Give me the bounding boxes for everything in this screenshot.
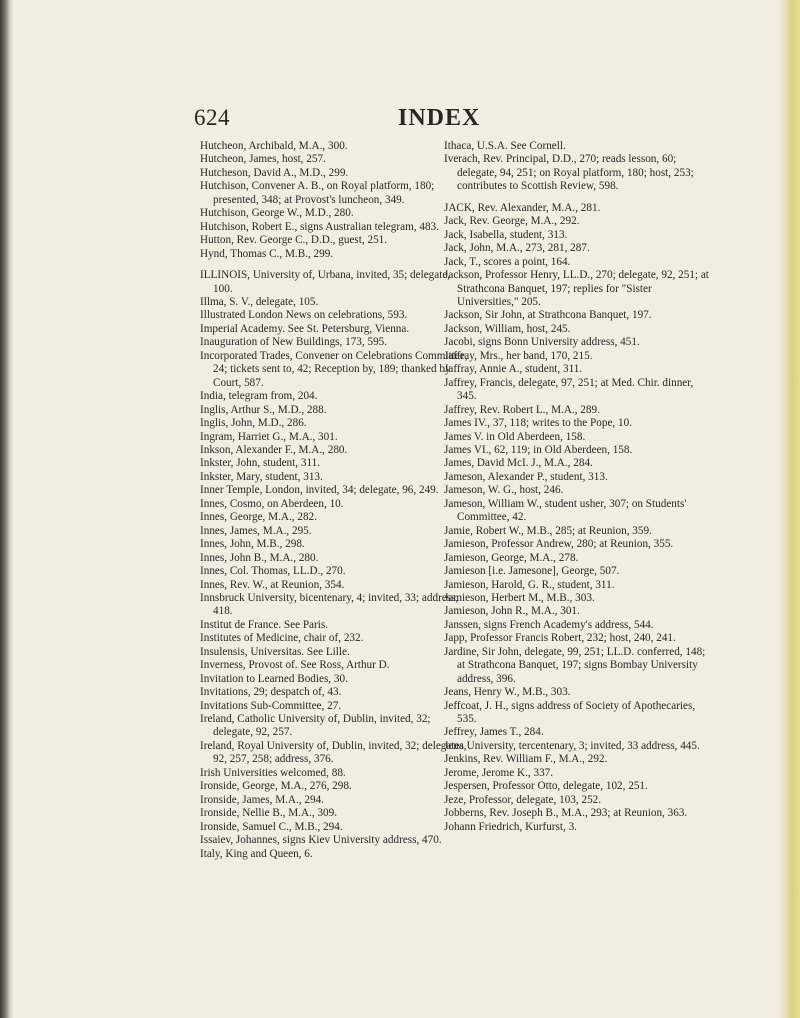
index-entry: Hutchison, Convener A. B., on Royal platform, 180; presented, 348; at Provost's luncheon, 349.: [200, 180, 435, 206]
index-column-right: [444, 140, 712, 834]
index-entry: Jobberns, Rev. Joseph B., M.A., 293; at Reunion, 363.: [444, 807, 688, 820]
index-entry: Inkster, Mary, student, 313.: [200, 470, 323, 483]
index-entry: Illma, S. V., delegate, 105.: [200, 295, 319, 308]
index-entry: Jespersen, Professor Otto, delegate, 102, 251.: [444, 780, 648, 793]
index-entry: Imperial Academy. See St. Petersburg, Vienna.: [200, 322, 410, 335]
index-entry: India, telegram from, 204.: [200, 390, 318, 403]
index-entry: Ironside, Nellie B., M.A., 309.: [200, 807, 338, 820]
index-entry: Inglis, John, M.D., 286.: [200, 417, 307, 430]
index-entry: Innes, Rev. W., at Reunion, 354.: [200, 578, 345, 591]
index-entry: Ironside, Samuel C., M.B., 294.: [200, 820, 343, 833]
index-entry: Iverach, Rev. Principal, D.D., 270; reads lesson, 60; delegate, 94, 251; on Royal platform, 180; host, 253; contributes to Scottish Review, 598.: [444, 153, 694, 193]
index-entry: Hutchison, George W., M.D., 280.: [200, 207, 354, 220]
index-entry: Insulensis, Universitas. See Lille.: [200, 645, 350, 658]
index-entry: Janssen, signs French Academy's address, 544.: [444, 618, 654, 631]
index-entry: Ironside, George, M.A., 276, 298.: [200, 780, 352, 793]
index-entry: Jamieson, George, M.A., 278.: [444, 551, 579, 564]
index-column-left: [200, 140, 468, 861]
index-entry: Jamieson, Herbert M., M.B., 303.: [444, 591, 595, 604]
index-entry: Ithaca, U.S.A. See Cornell.: [444, 140, 566, 152]
page-gutter-shadow: [0, 0, 14, 1018]
index-entry: Japp, Professor Francis Robert, 232; host, 240, 241.: [444, 632, 676, 645]
index-entry: Innes, George, M.A., 282.: [200, 511, 317, 524]
index-entry: Jeffcoat, J. H., signs address of Society of Apothecaries, 535.: [444, 699, 696, 726]
index-entry: Jenkins, Rev. William F., M.A., 292.: [444, 753, 608, 766]
index-entry: ILLINOIS, University of, Urbana, invited, 35; delegate, 100.: [200, 269, 451, 295]
index-entry: Jeans, Henry W., M.B., 303.: [444, 686, 571, 699]
index-entry: Jack, T., scores a point, 164.: [444, 255, 571, 268]
index-entry: Johann Friedrich, Kurfurst, 3.: [444, 820, 577, 833]
running-head: INDEX: [398, 105, 481, 131]
index-entry: Hutcheon, Archibald, M.A., 300.: [200, 140, 348, 152]
index-entry: Jaffray, Mrs., her band, 170, 215.: [444, 349, 593, 362]
index-entry: Ingram, Harriet G., M.A., 301.: [200, 430, 338, 443]
index-entry: Jena University, tercentenary, 3; invited, 33 address, 445.: [444, 739, 700, 752]
index-entry: Invitations, 29; despatch of, 43.: [200, 686, 342, 699]
index-entry: Innsbruck University, bicentenary, 4; invited, 33; address, 418.: [200, 591, 459, 618]
index-entry: Jameson, W. G., host, 246.: [444, 484, 564, 497]
index-entry: Jamieson [i.e. Jamesone], George, 507.: [444, 565, 620, 578]
index-entry: Jaffrey, Rev. Robert L., M.A., 289.: [444, 403, 600, 416]
index-entry: James, David McI. J., M.A., 284.: [444, 457, 593, 470]
index-entry: Hutcheson, David A., M.D., 299.: [200, 166, 349, 179]
index-entry: Invitation to Learned Bodies, 30.: [200, 672, 348, 685]
index-entry: Institut de France. See Paris.: [200, 618, 329, 631]
page-fore-edge: [778, 0, 800, 1018]
index-entry: Innes, John, M.B., 298.: [200, 538, 305, 551]
index-entry: Hutcheon, James, host, 257.: [200, 153, 326, 166]
page-number: 624: [194, 105, 230, 130]
index-entry: Inkster, John, student, 311.: [200, 457, 321, 470]
index-entry: Jamieson, John R., M.A., 301.: [444, 605, 580, 618]
index-entry: Ireland, Royal University of, Dublin, invited, 32; delegates, 92, 257, 258; address, 376.: [200, 739, 467, 766]
index-entry: Inverness, Provost of. See Ross, Arthur D.: [200, 659, 390, 672]
index-entry: Inglis, Arthur S., M.D., 288.: [200, 403, 327, 416]
index-entry: Inkson, Alexander F., M.A., 280.: [200, 443, 348, 456]
index-entry: Jaffrey, Francis, delegate, 97, 251; at Med. Chir. dinner, 345.: [444, 376, 694, 403]
index-entry: Italy, King and Queen, 6.: [200, 847, 313, 860]
page-header: [0, 103, 800, 133]
index-entry: James IV., 37, 118; writes to the Pope, 10.: [444, 417, 632, 430]
index-entry: Jack, John, M.A., 273, 281, 287.: [444, 242, 590, 255]
index-entry: Issaiev, Johannes, signs Kiev University address, 470.: [200, 834, 442, 847]
index-entry: Institutes of Medicine, chair of, 232.: [200, 632, 364, 645]
index-entry: Irish Universities welcomed, 88.: [200, 766, 346, 779]
index-entry: JACK, Rev. Alexander, M.A., 281.: [444, 201, 601, 214]
index-entry: Jerome, Jerome K., 337.: [444, 766, 554, 779]
index-entry: Jeze, Professor, delegate, 103, 252.: [444, 793, 602, 806]
index-entry: Hutton, Rev. George C., D.D., guest, 251.: [200, 234, 388, 247]
index-entry: Jeffrey, James T., 284.: [444, 726, 544, 739]
index-entry: Innes, Cosmo, on Aberdeen, 10.: [200, 497, 344, 510]
index-entry: Ironside, James, M.A., 294.: [200, 793, 324, 806]
index-entry: Jack, Rev. George, M.A., 292.: [444, 215, 580, 228]
index-entry: Jamie, Robert W., M.B., 285; at Reunion, 359.: [444, 524, 652, 537]
index-entry: Jamieson, Professor Andrew, 280; at Reunion, 355.: [444, 538, 674, 551]
index-entry: Innes, John B., M.A., 280.: [200, 551, 319, 564]
index-entry: James VI., 62, 119; in Old Aberdeen, 158.: [444, 443, 633, 456]
index-entry: Jameson, Alexander P., student, 313.: [444, 470, 608, 483]
index-entry: Incorporated Trades, Convener on Celebrations Committee, 24; tickets sent to, 42; Reception by, 189; thanked by Court, 587.: [200, 349, 468, 389]
index-entry: James V. in Old Aberdeen, 158.: [444, 430, 586, 443]
index-entry: Jardine, Sir John, delegate, 99, 251; LL.D. conferred, 148; at Strathcona Banquet, 197; signs Bombay University address, 396.: [444, 645, 706, 685]
index-entry: Jameson, William W., student usher, 307; on Students' Committee, 42.: [444, 497, 687, 524]
index-entry: Jaffray, Annie A., student, 311.: [444, 363, 583, 376]
index-entry: Jack, Isabella, student, 313.: [444, 228, 568, 241]
index-entry: Hutchison, Robert E., signs Australian telegram, 483.: [200, 220, 439, 233]
index-entry: Jackson, Professor Henry, LL.D., 270; delegate, 92, 251; at Strathcona Banquet, 197; replies for "Sister Universities," 205.: [444, 269, 709, 308]
index-entry: Inner Temple, London, invited, 34; delegate, 96, 249.: [200, 484, 439, 497]
index-entry: Jackson, Sir John, at Strathcona Banquet, 197.: [444, 309, 652, 322]
index-entry: Hynd, Thomas C., M.B., 299.: [200, 247, 334, 260]
index-entry: Inauguration of New Buildings, 173, 595.: [200, 336, 388, 349]
index-entry: Jamieson, Harold, G. R., student, 311.: [444, 578, 615, 591]
index-entry: Invitations Sub-Committee, 27.: [200, 699, 342, 712]
index-entry: Jackson, William, host, 245.: [444, 322, 571, 335]
index-entry: Innes, James, M.A., 295.: [200, 524, 312, 537]
index-entry: Innes, Col. Thomas, LL.D., 270.: [200, 565, 346, 578]
index-entry: Ireland, Catholic University of, Dublin, invited, 32; delegate, 92, 257.: [200, 713, 431, 739]
index-entry: Jacobi, signs Bonn University address, 451.: [444, 336, 640, 349]
index-entry: Illustrated London News on celebrations, 593.: [200, 309, 408, 322]
